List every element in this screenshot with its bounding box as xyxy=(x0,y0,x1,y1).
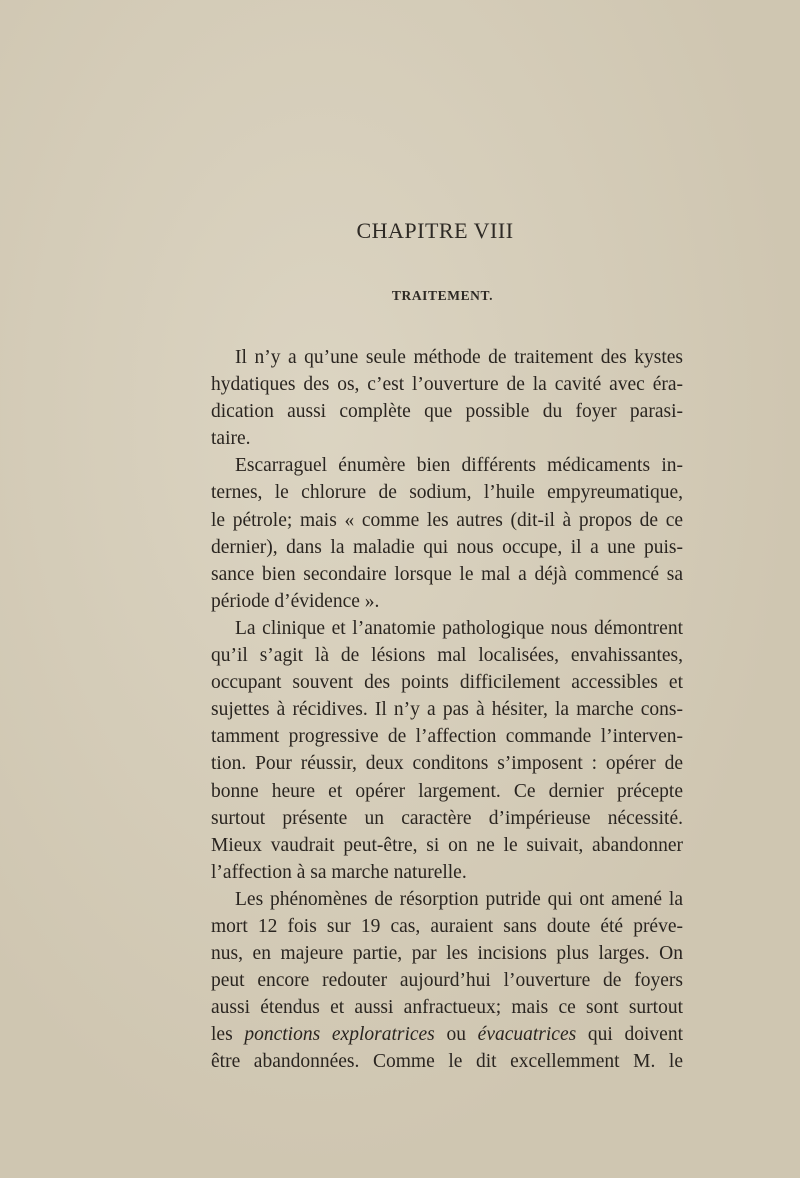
text-line: Il n’y a qu’une seule méthode de traitement des kystes xyxy=(235,347,683,368)
chapter-title: CHAPITRE VIII xyxy=(356,218,514,243)
text-line: qu’il s’agit là de lésions mal localisées, envahissantes, xyxy=(211,645,683,667)
text-line: mort 12 fois sur 19 cas, auraient sans doute été préve- xyxy=(211,915,683,937)
text-line: tion. Pour réussir, deux conditons s’imposent : opérer de xyxy=(211,753,683,775)
section-title: TRAITEMENT. xyxy=(391,288,494,303)
italic-term: évacuatrices xyxy=(477,1024,577,1046)
text-line: bonne heure et opérer largement. Ce dernier précepte xyxy=(211,780,683,802)
text-line: sance bien secondaire lorsque le mal a déjà commencé sa xyxy=(211,563,683,585)
text-line: sujettes à récidives. Il n’y a pas à hésiter, la marche cons- xyxy=(211,699,683,721)
paragraph-4 xyxy=(187,886,683,1076)
body-text xyxy=(187,344,683,1076)
text-line: être abandonnées. Comme le dit excellemment M. le xyxy=(211,1051,683,1073)
text-fragment: ou xyxy=(434,1024,478,1046)
text-line: dication aussi complète que possible du foyer parasi- xyxy=(211,401,683,423)
text-line: hydatiques des os, c’est l’ouverture de la cavité avec éra- xyxy=(211,374,683,396)
text-line: occupant souvent des points difficilement accessibles et xyxy=(211,672,683,694)
text-line: dernier), dans la maladie qui nous occupe, il a une puis- xyxy=(211,536,683,558)
text-line: le pétrole; mais « comme les autres (dit-il à propos de ce xyxy=(211,509,683,531)
text-line: surtout présente un caractère d’impérieuse nécessité. xyxy=(211,807,683,829)
paragraph-3 xyxy=(187,615,683,886)
text-line: Les phénomènes de résorption putride qui ont amené la xyxy=(235,888,683,910)
text-line: Escarraguel énumère bien différents médicaments in- xyxy=(235,455,683,477)
text-line: l’affection à sa marche naturelle. xyxy=(211,861,467,883)
paragraph-2 xyxy=(187,452,683,615)
italic-term: ponctions exploratrices xyxy=(244,1024,435,1046)
text-fragment: qui doivent xyxy=(576,1024,684,1046)
text-line xyxy=(187,1021,683,1048)
paragraph-1 xyxy=(187,344,683,452)
text-line: Mieux vaudrait peut-être, si on ne le suivait, abandonner xyxy=(211,834,683,856)
text-line: période d’évidence ». xyxy=(211,590,380,612)
text-line: tamment progressive de l’affection commande l’interven- xyxy=(211,726,683,748)
text-line: nus, en majeure partie, par les incisions plus larges. On xyxy=(211,943,683,965)
text-fragment: les xyxy=(211,1024,245,1046)
text-line: ternes, le chlorure de sodium, l’huile empyreumatique, xyxy=(211,482,683,504)
text-line: taire. xyxy=(211,428,251,450)
text-line: La clinique et l’anatomie pathologique nous démontrent xyxy=(235,617,683,639)
text-line: peut encore redouter aujourd’hui l’ouverture de foyers xyxy=(211,970,683,992)
text-line: aussi étendus et aussi anfractueux; mais ce sont surtout xyxy=(211,997,683,1019)
